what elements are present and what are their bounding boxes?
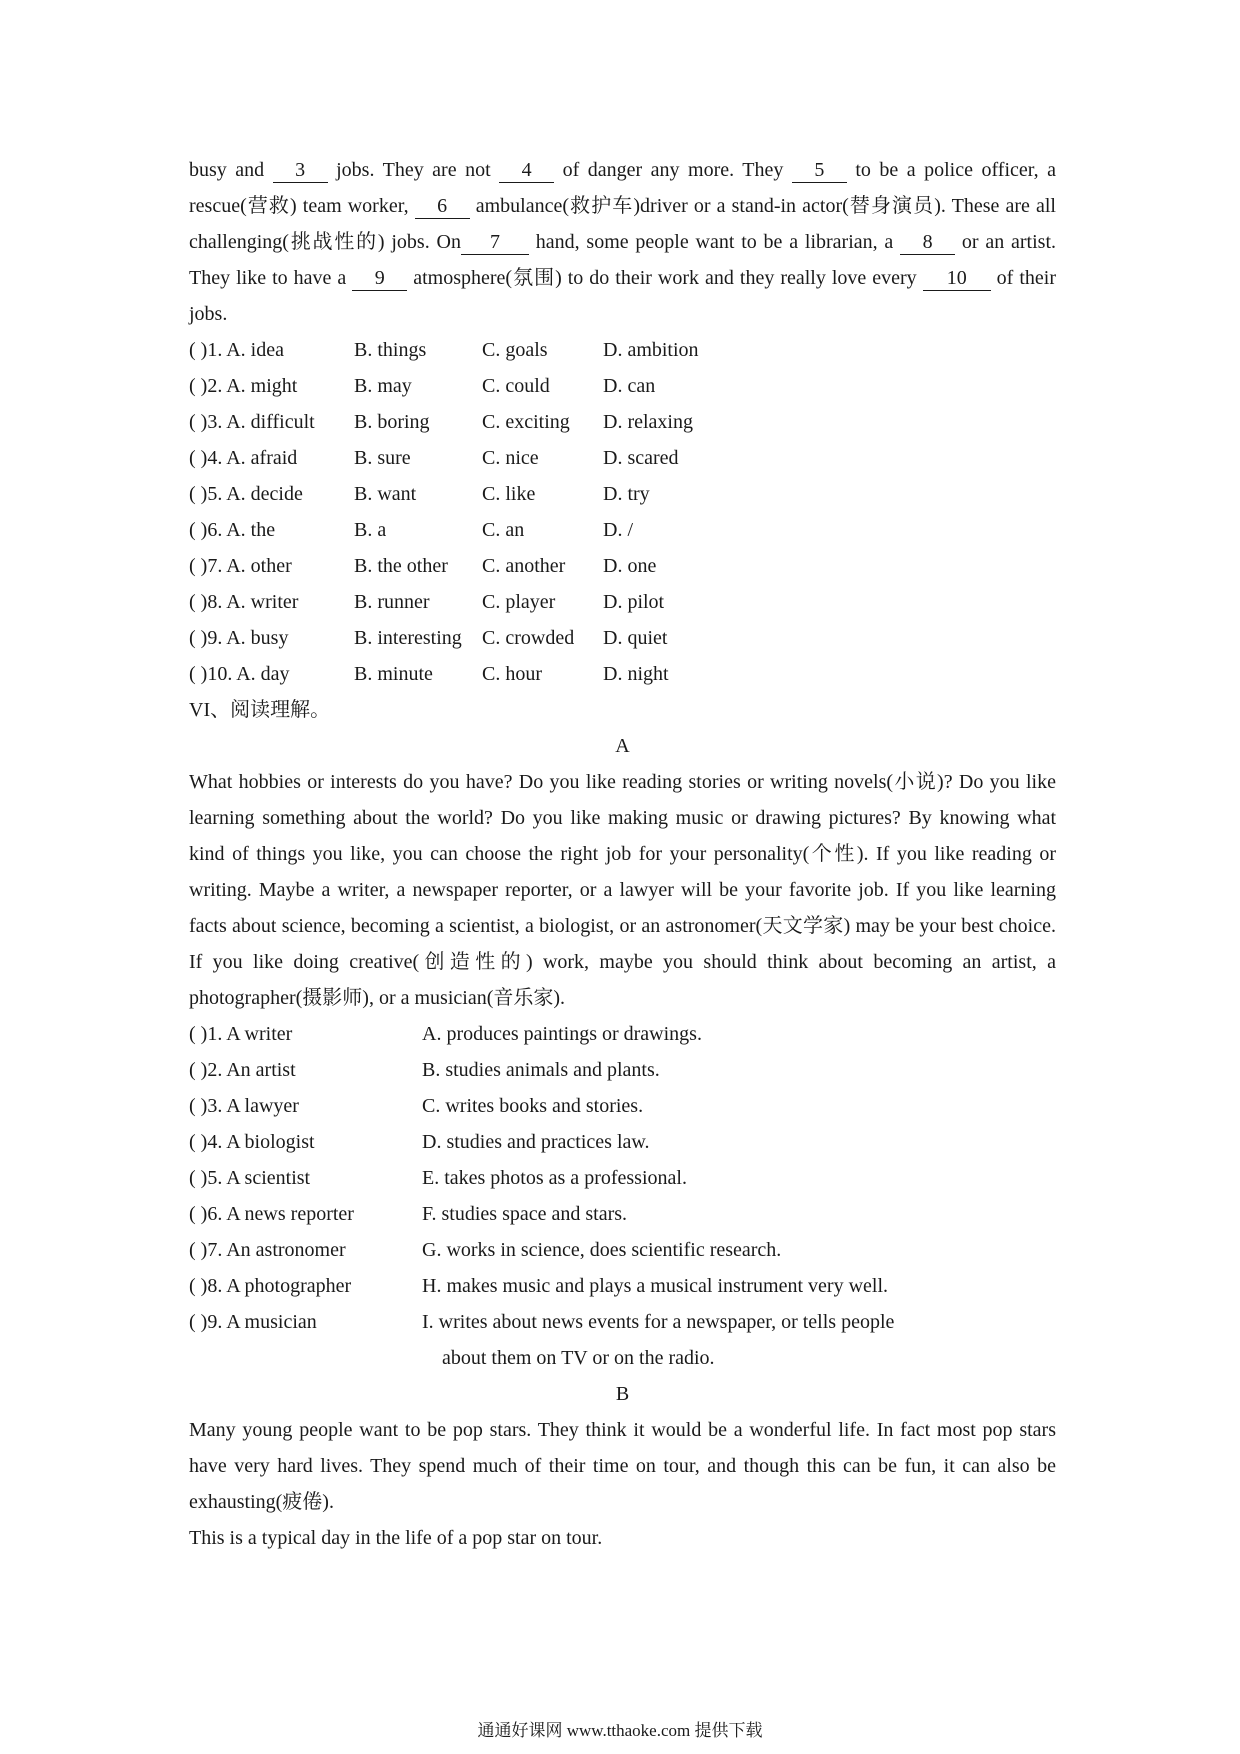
cloze-question — [189, 548, 1056, 584]
cloze-blank: 9 — [352, 266, 407, 291]
option-d: D. one — [603, 555, 657, 577]
option-d: D. / — [603, 519, 633, 541]
passage-a-label: A — [615, 735, 630, 757]
cloze-question — [189, 620, 1056, 656]
option-b: B. interesting — [354, 627, 462, 649]
cloze-question — [189, 512, 1056, 548]
option-b: B. the other — [354, 555, 448, 577]
option-c: C. player — [482, 591, 556, 613]
option-b: B. sure — [354, 447, 411, 469]
matching-question-list — [189, 1016, 1056, 1340]
cloze-blank: 10 — [923, 266, 991, 291]
option-c: C. another — [482, 555, 566, 577]
question-stem: ( )5. A. decide — [189, 483, 303, 505]
match-item: ( )3. A lawyer — [189, 1095, 299, 1117]
option-d: D. relaxing — [603, 411, 693, 433]
cloze-blank: 8 — [900, 230, 955, 255]
option-c: C. nice — [482, 447, 539, 469]
option-c: C. exciting — [482, 411, 570, 433]
cloze-text: jobs. They are not — [327, 159, 500, 181]
matching-question — [189, 1016, 1056, 1052]
cloze-question — [189, 656, 1056, 692]
option-d: D. can — [603, 375, 656, 397]
matching-question — [189, 1304, 1056, 1340]
cloze-text: to be a police officer, a rescue(营救) team worker, — [189, 159, 1056, 217]
option-c: C. could — [482, 375, 550, 397]
option-c: C. goals — [482, 339, 548, 361]
cloze-text: of danger any more. They — [554, 159, 792, 181]
worksheet-page — [189, 152, 1056, 1556]
option-d: D. ambition — [603, 339, 699, 361]
option-b: B. things — [354, 339, 427, 361]
match-description: E. takes photos as a professional. — [422, 1167, 687, 1189]
cloze-text: atmosphere(氛围) to do their work and they really love every — [407, 267, 923, 289]
option-c: C. hour — [482, 663, 542, 685]
match-item: ( )1. A writer — [189, 1023, 293, 1045]
option-d: D. scared — [603, 447, 679, 469]
match-description: C. writes books and stories. — [422, 1095, 644, 1117]
cloze-text: hand, some people want to be a librarian, a — [528, 231, 901, 253]
option-d: D. pilot — [603, 591, 665, 613]
matching-question — [189, 1088, 1056, 1124]
question-stem: ( )8. A. writer — [189, 591, 299, 613]
match-item: ( )4. A biologist — [189, 1131, 315, 1153]
option-b: B. want — [354, 483, 417, 505]
cloze-blank: 4 — [499, 158, 554, 183]
cloze-text: ambulance(救护车)driver or a stand-in actor(替身演员). These are all challenging(挑战性的) jobs. On — [189, 195, 1056, 253]
match-description: A. produces paintings or drawings. — [422, 1023, 702, 1045]
option-b: B. may — [354, 375, 412, 397]
cloze-question — [189, 332, 1056, 368]
matching-question — [189, 1196, 1056, 1232]
cloze-question — [189, 368, 1056, 404]
cloze-blank: 7 — [461, 230, 529, 255]
matching-question — [189, 1268, 1056, 1304]
match-continuation: about them on TV or on the radio. — [442, 1347, 715, 1369]
option-c: C. an — [482, 519, 525, 541]
option-c: C. crowded — [482, 627, 575, 649]
cloze-blank: 6 — [415, 194, 470, 219]
cloze-question — [189, 584, 1056, 620]
cloze-blank: 3 — [273, 158, 328, 183]
section-title: VI、阅读理解。 — [189, 699, 331, 721]
matching-question — [189, 1232, 1056, 1268]
match-item: ( )9. A musician — [189, 1311, 317, 1333]
matching-question — [189, 1160, 1056, 1196]
option-b: B. minute — [354, 663, 433, 685]
option-d: D. quiet — [603, 627, 668, 649]
question-stem: ( )1. A. idea — [189, 339, 284, 361]
match-description: D. studies and practices law. — [422, 1131, 650, 1153]
cloze-question-list — [189, 332, 1056, 692]
question-stem: ( )6. A. the — [189, 519, 276, 541]
question-stem: ( )3. A. difficult — [189, 411, 315, 433]
match-description: B. studies animals and plants. — [422, 1059, 660, 1081]
cloze-passage — [189, 152, 1056, 332]
match-description: F. studies space and stars. — [422, 1203, 628, 1225]
question-stem: ( )10. A. day — [189, 663, 290, 685]
match-item: ( )2. An artist — [189, 1059, 296, 1081]
match-continuation-row — [189, 1340, 1056, 1376]
option-b: B. boring — [354, 411, 430, 433]
option-c: C. like — [482, 483, 536, 505]
option-b: B. runner — [354, 591, 430, 613]
match-description: G. works in science, does scientific research. — [422, 1239, 782, 1261]
match-item: ( )6. A news reporter — [189, 1203, 354, 1225]
question-stem: ( )4. A. afraid — [189, 447, 298, 469]
match-description: I. writes about news events for a newspaper, or tells people — [422, 1311, 895, 1333]
question-stem: ( )9. A. busy — [189, 627, 289, 649]
footer-credit: 通通好课网 www.tthaoke.com 提供下载 — [477, 1721, 763, 1740]
passage-a-text: What hobbies or interests do you have? Do you like reading stories or writing novels(小说)? Do you like learning something about the world? Do you like making music or drawing pictures? By knowing what kind of things you like, you can choose the right job for your personality(个性). If you like reading or writing. Maybe a writer, a newspaper reporter, or a lawyer will be your favorite job. If you like learning facts about science, becoming a scientist, a biologist, or an astronomer(天文学家) may be your best choice. If you like doing creative(创造性的) work, maybe you should think about becoming an artist, a photographer(摄影师), or a musician(音乐家). — [189, 771, 1056, 1009]
cloze-blank: 5 — [792, 158, 847, 183]
match-item: ( )5. A scientist — [189, 1167, 311, 1189]
cloze-text: busy and — [189, 159, 273, 181]
cloze-text: of their jobs. — [189, 267, 1056, 325]
cloze-question — [189, 404, 1056, 440]
cloze-question — [189, 476, 1056, 512]
cloze-question — [189, 440, 1056, 476]
passage-b-text-2: This is a typical day in the life of a pop star on tour. — [189, 1527, 603, 1549]
option-d: D. night — [603, 663, 669, 685]
matching-question — [189, 1124, 1056, 1160]
match-item: ( )8. A photographer — [189, 1275, 352, 1297]
option-b: B. a — [354, 519, 387, 541]
question-stem: ( )7. A. other — [189, 555, 292, 577]
option-d: D. try — [603, 483, 650, 505]
cloze-text: or an artist. They like to have a — [189, 231, 1056, 289]
matching-question — [189, 1052, 1056, 1088]
passage-b-text: Many young people want to be pop stars. They think it would be a wonderful life. In fact most pop stars have very hard lives. They spend much of their time on tour, and though this can be fun, it can also be exhausting(疲倦). — [189, 1419, 1056, 1513]
match-description: H. makes music and plays a musical instrument very well. — [422, 1275, 889, 1297]
passage-b-label: B — [615, 1383, 630, 1405]
question-stem: ( )2. A. might — [189, 375, 298, 397]
match-item: ( )7. An astronomer — [189, 1239, 346, 1261]
